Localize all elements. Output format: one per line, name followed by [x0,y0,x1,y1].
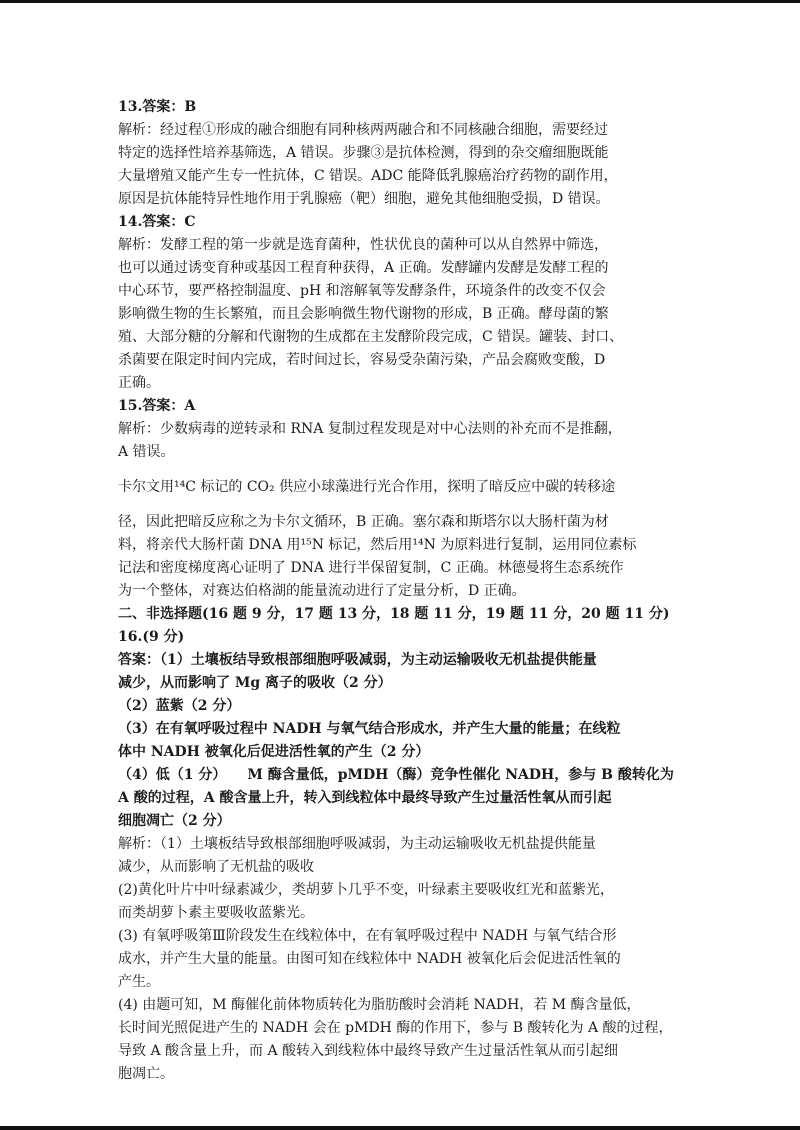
text-line: 也可以通过诱变育种或基因工程育种获得，A 正确。发酵罐内发酵是发酵工程的 [118,260,609,276]
text-line: 成水，并产生大量的能量。由图可知在线粒体中 NADH 被氧化后会促进活性氧的 [118,951,621,967]
top-rule [0,0,800,3]
text-line: A 酸的过程，A 酸含量上升，转入到线粒体中最终导致产生过量活性氧从而引起 [118,790,612,806]
text-line: 为一个整体，对赛达伯格湖的能量流动进行了定量分析，D 正确。 [118,583,526,599]
text-line: 答案：（1）土壤板结导致根部细胞呼吸减弱，为主动运输吸收无机盐提供能量 [118,652,597,668]
text-line: 正确。 [118,375,160,391]
text-line: 产生。 [118,974,160,990]
text-line: 减少，从而影响了 Mg 离子的吸收（2 分） [118,675,392,691]
text-line: (4) 由题可知，M 酶催化前体物质转化为脂肪酸时会消耗 NADH，若 M 酶含量低， [118,997,641,1013]
text-line: 料，将亲代大肠杆菌 DNA 用¹⁵N 标记，然后用¹⁴N 为原料进行复制，运用同位素标 [118,537,637,553]
text-line: 原因是抗体能特异性地作用于乳腺癌（靶）细胞，避免其他细胞受损，D 错误。 [118,191,610,207]
text-line: （2）蓝紫（2 分） [118,698,241,714]
text-line: 杀菌要在限定时间内完成，若时间过长，容易受杂菌污染，产品会腐败变酸，D [118,352,606,368]
text-line: 卡尔文用¹⁴C 标记的 CO₂ 供应小球藻进行光合作用，探明了暗反应中碳的转移途 [118,479,616,495]
text-line: A 错误。 [118,444,175,460]
text-line: 记法和密度梯度离心证明了 DNA 进行半保留复制，C 正确。林德曼将生态系统作 [118,560,624,576]
answer-text-block [118,96,698,1086]
text-line: 16.(9 分) [118,629,185,645]
text-line: 特定的选择性培养基筛选，A 错误。步骤③是抗体检测，得到的杂交瘤细胞既能 [118,145,609,161]
text-line: 细胞凋亡（2 分） [118,813,231,829]
text-line: 体中 NADH 被氧化后促进活性氧的产生（2 分） [118,744,430,760]
text-line: 殖、大部分糖的分解和代谢物的生成都在主发酵阶段完成，C 错误。罐装、封口、 [118,329,624,345]
text-line: （4）低（1 分） M 酶含量低，pMDH（酶）竞争性催化 NADH，参与 B 酸转化为 [118,767,674,783]
text-line: （3）在有氧呼吸过程中 NADH 与氧气结合形成水，并产生大量的能量；在线粒 [118,721,621,737]
text-line: 影响微生物的生长繁殖，而且会影响微生物代谢物的形成，B 正确。酵母菌的繁 [118,306,609,322]
text-line: 长时间光照促进产生的 NADH 会在 pMDH 酶的作用下，参与 B 酸转化为 A 酸的过程， [118,1020,673,1036]
text-line: 13.答案：B [118,99,197,115]
text-line: 中心环节，要严格控制温度、pH 和溶解氧等发酵条件，环境条件的改变不仅会 [118,283,606,299]
text-line: 导致 A 酸含量上升，而 A 酸转入到线粒体中最终导致产生过量活性氧从而引起细 [118,1043,619,1059]
text-line: 大量增殖又能产生专一性抗体，C 错误。ADC 能降低乳腺癌治疗药物的副作用， [118,168,618,184]
text-line: 胞凋亡。 [118,1066,174,1082]
text-line: 15.答案：A [118,398,196,414]
text-line: 解析：（1）土壤板结导致根部细胞呼吸减弱，为主动运输吸收无机盐提供能量 [118,836,596,852]
text-line: 减少，从而影响了无机盐的吸收 [118,859,314,875]
text-line: 二、非选择题(16 题 9 分，17 题 13 分，18 题 11 分，19 题 11 分，20 题 11 分) [118,606,670,622]
text-line: 解析：少数病毒的逆转录和 RNA 复制过程发现是对中心法则的补充而不是推翻， [118,421,622,437]
text-line: 解析：经过程①形成的融合细胞有同种核两两融合和不同核融合细胞，需要经过 [118,122,608,138]
text-line: 14.答案：C [118,214,196,230]
text-line: 径，因此把暗反应称之为卡尔文循环，B 正确。塞尔森和斯塔尔以大肠杆菌为材 [118,514,609,530]
text-line: 而类胡萝卜素主要吸收蓝紫光。 [118,905,314,921]
bottom-rule [0,1126,800,1130]
text-line: (2)黄化叶片中叶绿素减少，类胡萝卜几乎不变，叶绿素主要吸收红光和蓝紫光， [118,882,614,898]
text-line: (3) 有氧呼吸第Ⅲ阶段发生在线粒体中，在有氧呼吸过程中 NADH 与氧气结合形 [118,928,617,944]
text-line: 解析：发酵工程的第一步就是选育菌种，性状优良的菌种可以从自然界中筛选， [118,237,608,253]
